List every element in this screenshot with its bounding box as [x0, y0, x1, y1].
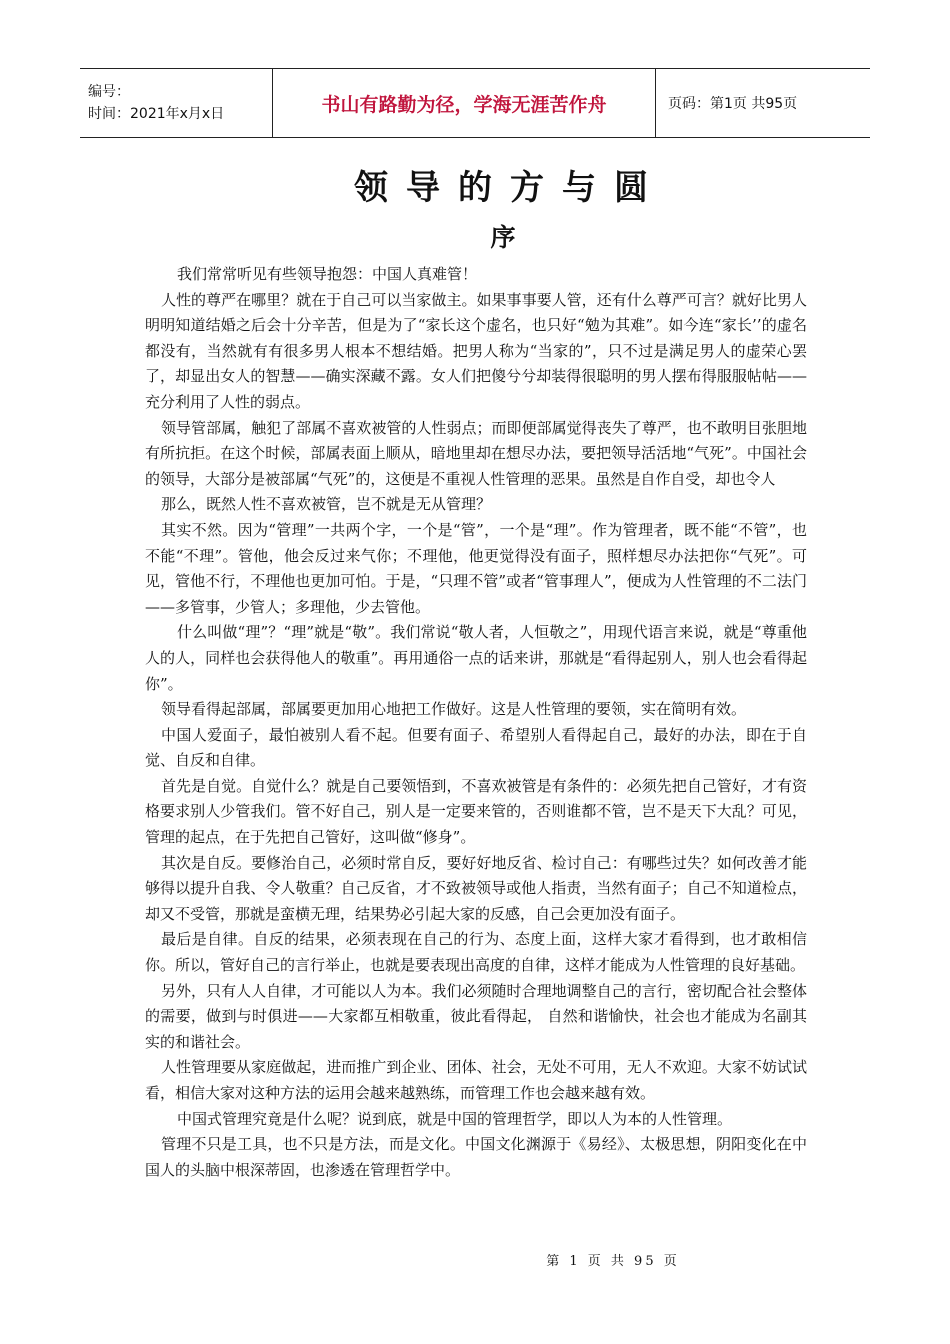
page-footer: 第 1 页 共 95 页: [546, 1254, 680, 1269]
paragraph: 中国人爱面子，最怕被别人看不起。但要有面子、希望别人看得起自己，最好的办法，即在于自觉、自反和自律。: [145, 725, 807, 770]
header-page-info: 页码：第1页 共95页: [668, 96, 798, 112]
paragraph: 中国式管理究竟是什么呢？说到底，就是中国的管理哲学，即以人为本的人性管理。: [177, 1109, 733, 1128]
paragraph: 我们常常听见有些领导抱怨：中国人真难管！: [177, 265, 478, 283]
body-text: [145, 262, 807, 1183]
paragraph: 最后是自律。自反的结果，必须表现在自己的行为、态度上面，这样大家才看得到，也才敢相信你。所以，管好自己的言行举止，也就是要表现出高度的自律，这样才能成为人性管理的良好基础。: [145, 930, 807, 975]
paragraph: 领导看得起部属，部属要更加用心地把工作做好。这是人性管理的要领，实在简明有效。: [161, 700, 747, 719]
document-header: [80, 68, 870, 138]
number-label: 编号：: [88, 84, 130, 100]
paragraph: 什么叫做“理”？“理”就是“敬”。我们常说“敬人者，人恒敬之”，用现代语言来说，就是“尊重他人的人，同样也会获得他人的敬重”。再用通俗一点的话来讲，那就是“看得起别人，别人也会看得起你”。: [145, 623, 807, 693]
header-meta: [80, 69, 272, 137]
header-motto: 书山有路勤为径，学海无涯苦作舟: [272, 69, 656, 137]
paragraph: 其实不然。因为“管理”一共两个字，一个是“管”，一个是“理”。作为管理者，既不能“不管”，也不能“不理”。管他，他会反过来气你；不理他，他更觉得没有面子，照样想尽办法把你“气死”。可见，管他不行，不理他也更加可怕。于是，“只理不管”或者“管事理人”，便成为人性管理的不二法门——多管事，少管人；多理他，少去管他。: [145, 520, 807, 616]
time-label: 时间：2021年x月x日: [88, 106, 225, 122]
paragraph: 其次是自反。要修治自己，必须时常自反，要好好地反省、检讨自己：有哪些过失？如何改善才能够得以提升自我、令人敬重？自己反省，才不致被领导或他人指责，当然有面子；自己不知道检点，却又不受管，那就是蛮横无理，结果势必引起大家的反感，自己会更加没有面子。: [145, 853, 807, 923]
section-heading: 序: [490, 223, 516, 252]
paragraph: 领导管部属，触犯了部属不喜欢被管的人性弱点；而即便部属觉得丧失了尊严，也不敢明目张胆地有所抗拒。在这个时候，部属表面上顺从，暗地里却在想尽办法，要把领导活活地“气死”。中国社会的领导，大部分是被部属“气死”的，这便是不重视人性管理的恶果。虽然是自作自受，却也令人: [145, 418, 807, 488]
paragraph: 管理不只是工具，也不只是方法，而是文化。中国文化渊源于《易经》、太极思想，阴阳变化在中国人的头脑中根深蒂固，也渗透在管理哲学中。: [145, 1135, 807, 1179]
paragraph: 另外，只有人人自律，才可能以人为本。我们必须随时合理地调整自己的言行，密切配合社会整体的需要，做到与时俱进——大家都互相敬重，彼此看得起， 自然和谐愉快，社会也才能成为名副其实的和谐社会。: [145, 981, 807, 1051]
paragraph: 人性管理要从家庭做起，进而推广到企业、团体、社会，无处不可用，无人不欢迎。大家不妨试试看，相信大家对这种方法的运用会越来越熟练，而管理工作也会越来越有效。: [145, 1058, 807, 1102]
paragraph: 那么，既然人性不喜欢被管，岂不就是无从管理？: [161, 495, 492, 514]
paragraph: 首先是自觉。自觉什么？就是自己要领悟到，不喜欢被管是有条件的：必须先把自己管好，才有资格要求别人少管我们。管不好自己，别人是一定要来管的，否则谁都不管，岂不是天下大乱？可见，管理的起点，在于先把自己管好，这叫做“修身”。: [145, 776, 807, 847]
document-title: 领导的方与圆: [354, 168, 666, 208]
paragraph: 人性的尊严在哪里？就在于自己可以当家做主。如果事事要人管，还有什么尊严可言？就好比男人明明知道结婚之后会十分辛苦，但是为了“家长这个虚名，也只好“勉为其难”。如今连“家长’’的虚名都没有，当然就有有很多男人根本不想结婚。把男人称为“当家的”，只不过是满足男人的虚荣心罢了，却显出女人的智慧——确实深藏不露。女人们把傻兮兮却装得很聪明的男人摆布得服服帖帖——充分利用了人性的弱点。: [145, 290, 807, 411]
